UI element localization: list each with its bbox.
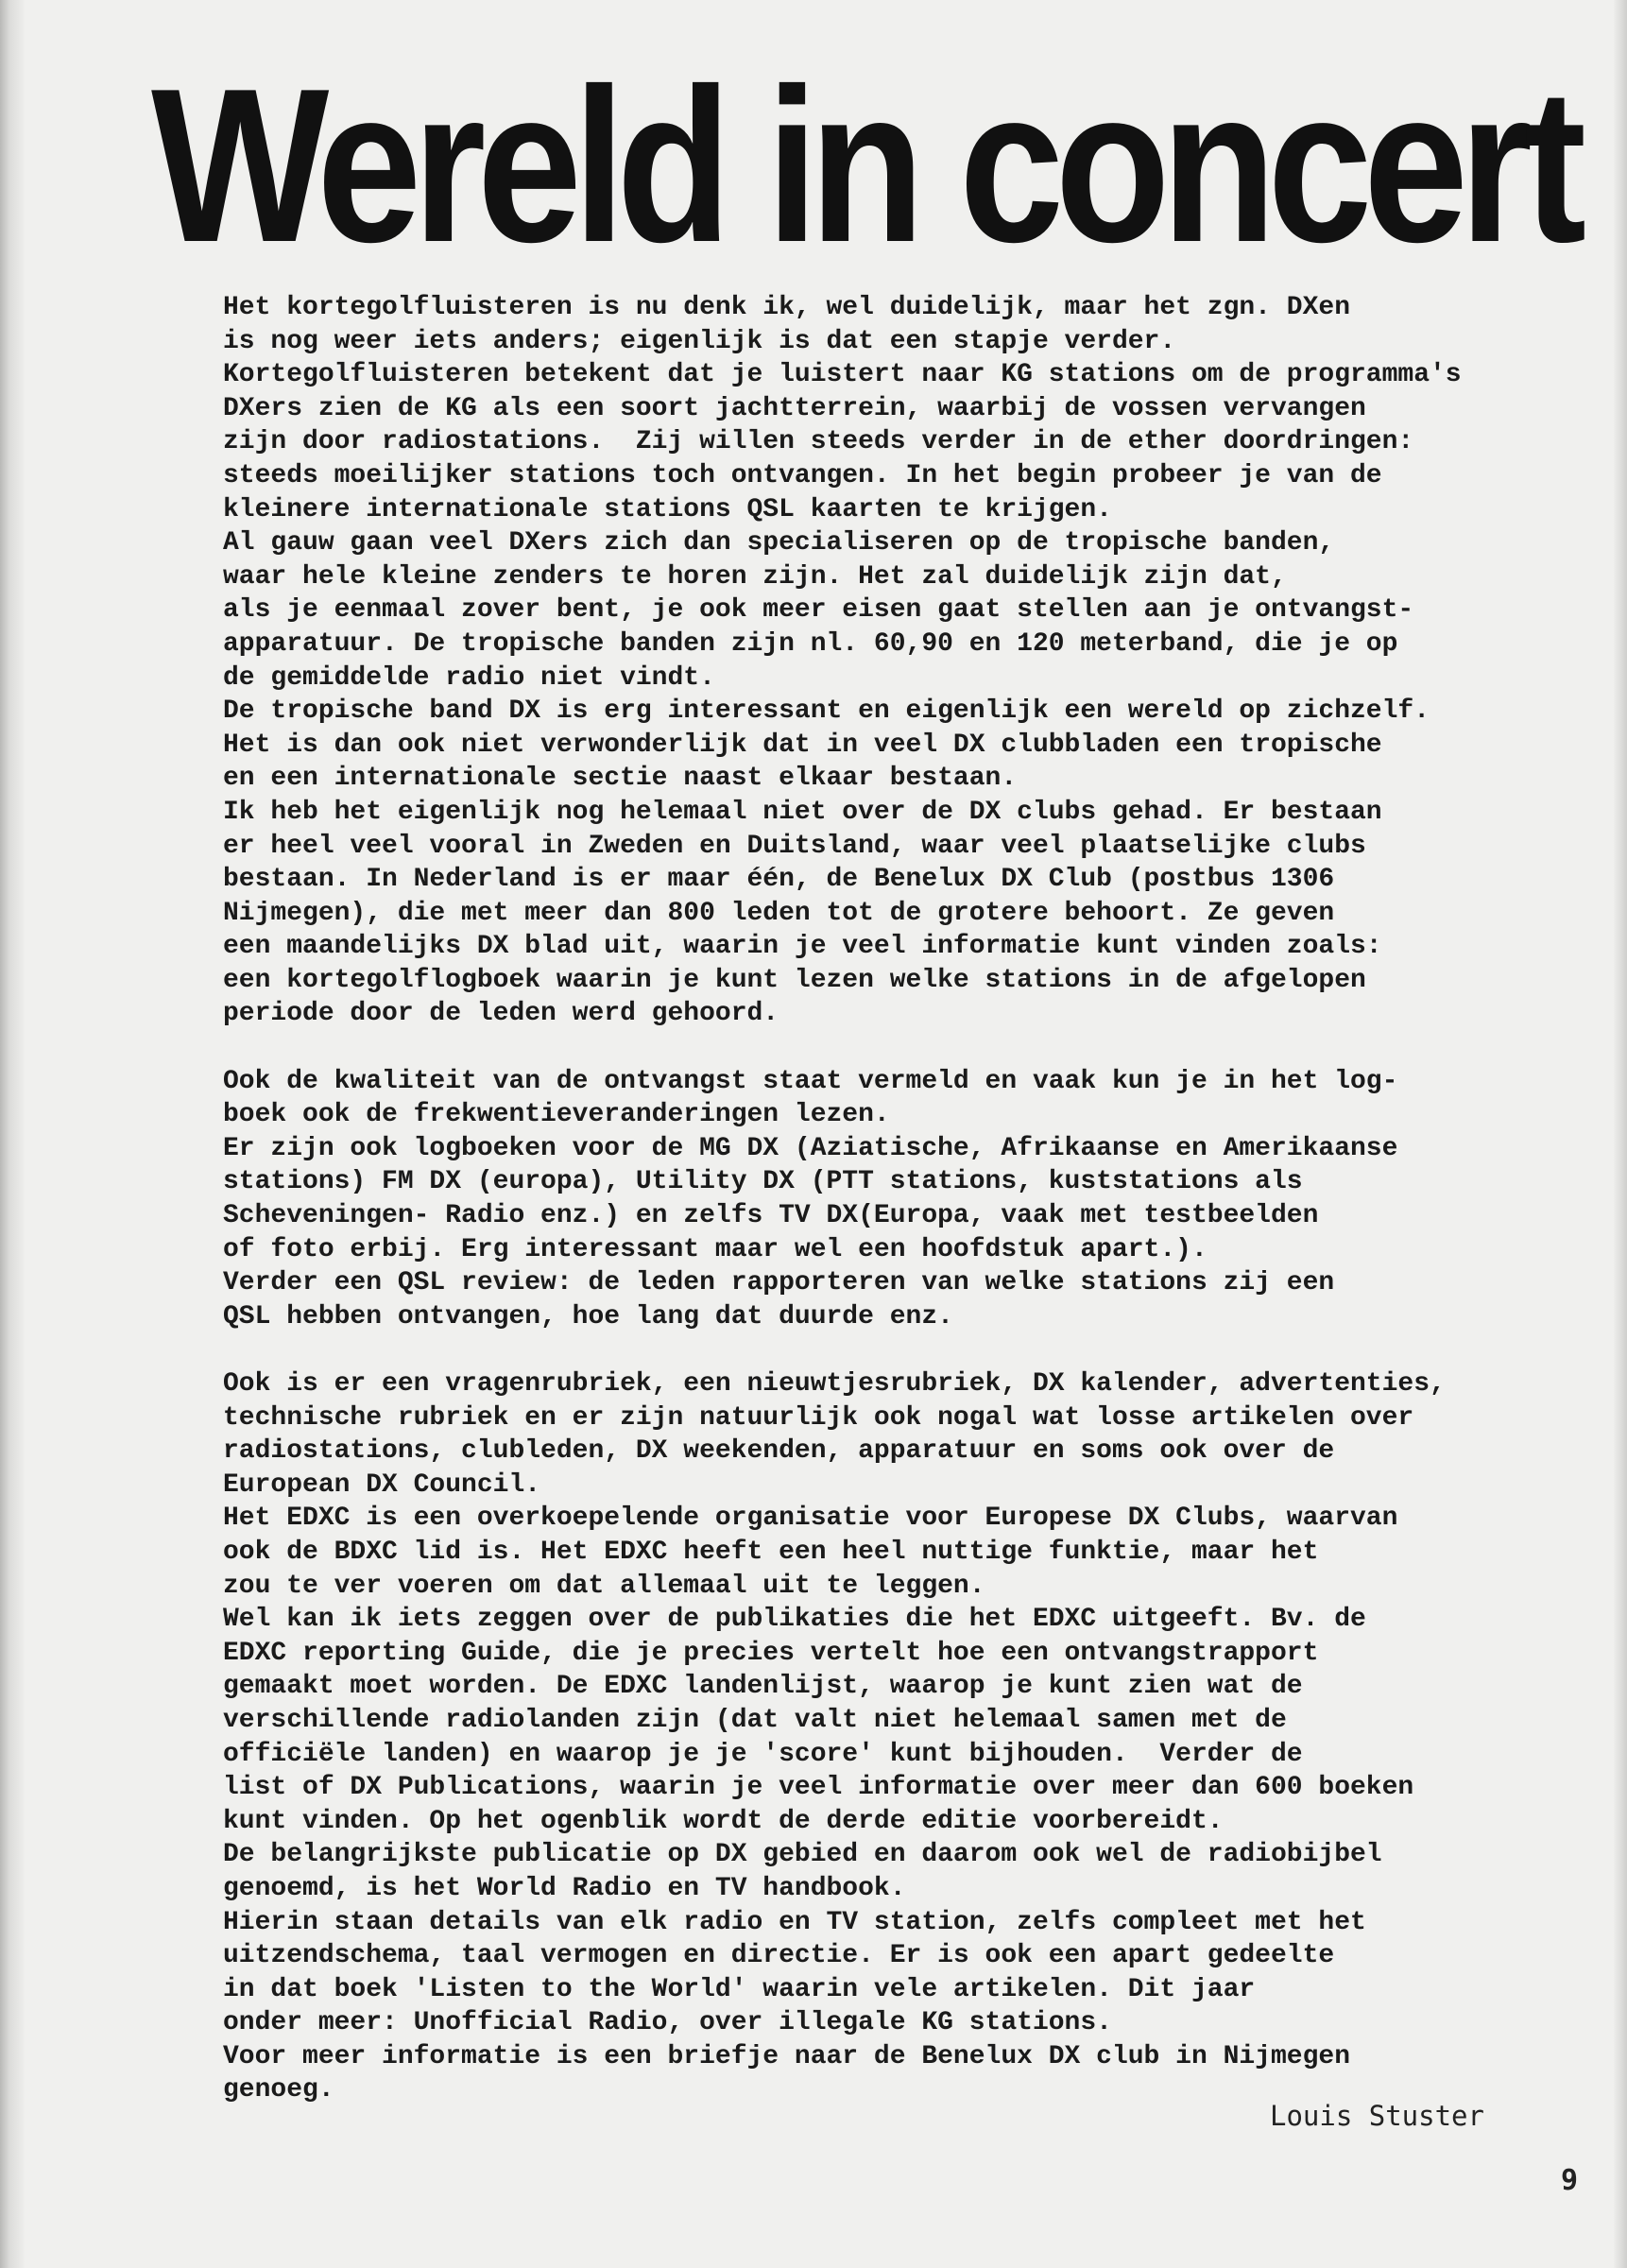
text-line: bestaan. In Nederland is er maar één, de Benelux DX Club (postbus 1306 bbox=[223, 865, 1335, 895]
text-line: list of DX Publications, waarin je veel informatie over meer dan 600 boeken bbox=[223, 1773, 1414, 1803]
text-line: steeds moeilijker stations toch ontvangen. In het begin probeer je van de bbox=[223, 460, 1382, 490]
text-line: De tropische band DX is erg interessant en eigenlijk een wereld op zichzelf. bbox=[223, 696, 1430, 727]
text-line: zijn door radiostations. Zij willen steeds verder in de ether doordringen: bbox=[223, 427, 1414, 457]
text-line: Scheveningen- Radio enz.) en zelfs TV DX(Europa, vaak met testbeelden bbox=[223, 1201, 1319, 1231]
article-title: Wereld in concert bbox=[151, 43, 1578, 288]
text-line: radiostations, clubleden, DX weekenden, apparatuur en soms ook over de bbox=[223, 1436, 1335, 1467]
page-edge-shadow bbox=[1614, 0, 1627, 2268]
paragraph-gap bbox=[223, 1031, 1462, 1065]
text-line: technische rubriek en er zijn natuurlijk ook nogal wat losse artikelen over bbox=[223, 1402, 1414, 1433]
page-number: 9 bbox=[1561, 2164, 1579, 2197]
text-line: Het EDXC is een overkoepelende organisatie voor Europese DX Clubs, waarvan bbox=[223, 1503, 1398, 1534]
text-line: boek ook de frekwentieveranderingen lezen. bbox=[223, 1100, 890, 1130]
text-line: onder meer: Unofficial Radio, over illegale KG stations. bbox=[223, 2008, 1112, 2038]
text-line: genoemd, is het World Radio en TV handbook. bbox=[223, 1873, 906, 1903]
text-line: in dat boek 'Listen to the World' waarin vele artikelen. Dit jaar bbox=[223, 1974, 1256, 2004]
author-signature: Louis Stuster bbox=[1270, 2100, 1484, 2132]
text-line: Al gauw gaan veel DXers zich dan specialiseren op de tropische banden, bbox=[223, 528, 1335, 558]
text-line: Ik heb het eigenlijk nog helemaal niet over de DX clubs gehad. Er bestaan bbox=[223, 797, 1382, 827]
text-line: er heel veel vooral in Zweden en Duitsland, waar veel plaatselijke clubs bbox=[223, 831, 1366, 861]
text-line: apparatuur. De tropische banden zijn nl. 60,90 en 120 meterband, die je op bbox=[223, 628, 1398, 659]
text-line: waar hele kleine zenders te horen zijn. Het zal duidelijk zijn dat, bbox=[223, 561, 1287, 592]
text-line: verschillende radiolanden zijn (dat valt niet helemaal samen met de bbox=[223, 1705, 1287, 1735]
text-line: De belangrijkste publicatie op DX gebied en daarom ook wel de radiobijbel bbox=[223, 1840, 1382, 1870]
text-line: QSL hebben ontvangen, hoe lang dat duurde enz. bbox=[223, 1301, 953, 1332]
text-line: is nog weer iets anders; eigenlijk is dat een stapje verder. bbox=[223, 326, 1176, 356]
text-line: Kortegolfluisteren betekent dat je luistert naar KG stations om de programma's bbox=[223, 360, 1462, 390]
text-line: Ook de kwaliteit van de ontvangst staat vermeld en vaak kun je in het log- bbox=[223, 1066, 1398, 1096]
text-line: periode door de leden werd gehoord. bbox=[223, 999, 779, 1029]
text-line: een kortegolflogboek waarin je kunt lezen welke stations in de afgelopen bbox=[223, 965, 1366, 995]
text-line: Nijmegen), die met meer dan 800 leden tot de grotere behoort. Ze geven bbox=[223, 898, 1335, 928]
paragraph-gap bbox=[223, 1333, 1462, 1367]
text-line: zou te ver voeren om dat allemaal uit te leggen. bbox=[223, 1571, 985, 1601]
text-line: Het kortegolfluisteren is nu denk ik, wel duidelijk, maar het zgn. DXen bbox=[223, 293, 1350, 322]
text-line: Het is dan ook niet verwonderlijk dat in veel DX clubbladen een tropische bbox=[223, 730, 1382, 760]
text-line: Er zijn ook logboeken voor de MG DX (Aziatische, Afrikaanse en Amerikaanse bbox=[223, 1133, 1398, 1163]
text-line: genoeg. bbox=[223, 2075, 334, 2105]
text-line: Wel kan ik iets zeggen over de publikaties die het EDXC uitgeeft. Bv. de bbox=[223, 1605, 1366, 1635]
text-line: European DX Council. bbox=[223, 1469, 541, 1500]
text-line: Hierin staan details van elk radio en TV station, zelfs compleet met het bbox=[223, 1907, 1366, 1937]
text-line: uitzendschema, taal vermogen en directie. Er is ook een apart gedeelte bbox=[223, 1941, 1335, 1971]
text-line: een maandelijks DX blad uit, waarin je veel informatie kunt vinden zoals: bbox=[223, 932, 1382, 962]
text-line: DXers zien de KG als een soort jachtterrein, waarbij de vossen vervangen bbox=[223, 393, 1366, 423]
article-body bbox=[223, 291, 1462, 2107]
text-line: ook de BDXC lid is. Het EDXC heeft een heel nuttige funktie, maar het bbox=[223, 1537, 1319, 1567]
text-line: als je eenmaal zover bent, je ook meer eisen gaat stellen aan je ontvangst- bbox=[223, 595, 1414, 626]
text-line: stations) FM DX (europa), Utility DX (PTT stations, kuststations als bbox=[223, 1167, 1303, 1197]
text-line: en een internationale sectie naast elkaar bestaan. bbox=[223, 764, 1018, 794]
text-line: officiële landen) en waarop je je 'score' kunt bijhouden. Verder de bbox=[223, 1739, 1303, 1769]
text-line: Verder een QSL review: de leden rapporteren van welke stations zij een bbox=[223, 1268, 1335, 1298]
text-line: gemaakt moet worden. De EDXC landenlijst, waarop je kunt zien wat de bbox=[223, 1672, 1303, 1702]
text-line: Ook is er een vragenrubriek, een nieuwtjesrubriek, DX kalender, advertenties, bbox=[223, 1369, 1446, 1399]
text-line: of foto erbij. Erg interessant maar wel een hoofdstuk apart.). bbox=[223, 1234, 1207, 1264]
text-line: EDXC reporting Guide, die je precies vertelt hoe een ontvangstrapport bbox=[223, 1638, 1319, 1668]
text-line: de gemiddelde radio niet vindt. bbox=[223, 662, 715, 693]
text-line: kunt vinden. Op het ogenblik wordt de derde editie voorbereidt. bbox=[223, 1806, 1224, 1836]
page-binding-shadow bbox=[0, 0, 25, 2268]
text-line: kleinere internationale stations QSL kaarten te krijgen. bbox=[223, 494, 1112, 524]
text-line: Voor meer informatie is een briefje naar de Benelux DX club in Nijmegen bbox=[223, 2041, 1350, 2071]
